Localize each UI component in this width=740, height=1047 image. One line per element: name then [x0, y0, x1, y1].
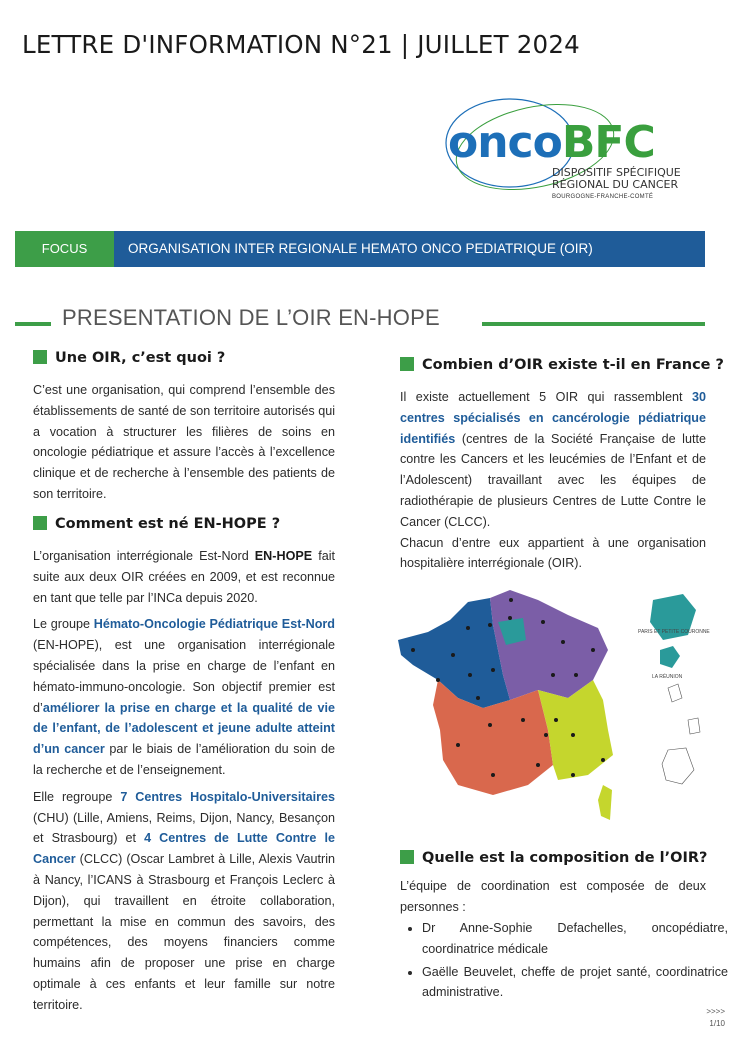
logo-wordmark: oncoBFC [448, 117, 655, 168]
focus-tag: FOCUS [15, 231, 114, 267]
logo-subtitle: DISPOSITIF SPÉCIFIQUE RÉGIONAL DU CANCER [552, 166, 681, 191]
coordination-team-list [400, 918, 728, 1005]
paragraph-how-many-oir: Il existe actuellement 5 OIR qui rassemblent 30 centres spécialisés en cancérologie pédiatrique identifiés (centres de la Société Française de lutte contre les Cancers et les leucémies de l’Enfant et de l’Adolescent) travaillant avec les équipes de radiothérapie de plusieurs Centres de Lutte Contre le Cancer (CLCC). Chacun d’entre eux appartient à une organisation hospitalière interrégionale (OIR). [400, 390, 706, 571]
green-square-icon [33, 516, 47, 530]
list-item: • Gaëlle Beuvelet, cheffe de projet santé, coordinatrice administrative. [422, 962, 728, 1004]
oncobfc-logo [440, 95, 710, 210]
paragraph-composition-intro: L’équipe de coordination est composée de deux personnes : [400, 879, 706, 914]
title-rule-left [15, 322, 51, 326]
inset-paris-label: PARIS ET PETITE COURONNE [638, 629, 710, 635]
heading-composition: Quelle est la composition de l’OIR? [400, 850, 707, 866]
green-square-icon [33, 350, 47, 364]
list-item: • Dr Anne-Sophie Defachelles, oncopédiatre, coordinatrice médicale [422, 918, 728, 960]
newsletter-title: LETTRE D'INFORMATION N°21 | JUILLET 2024 [22, 30, 580, 59]
page-indicator: >>>> 1/10 [706, 1007, 725, 1028]
title-rule-right [482, 322, 705, 326]
focus-text: ORGANISATION INTER REGIONALE HEMATO ONCO PEDIATRIQUE (OIR) [128, 241, 593, 256]
focus-banner [15, 231, 705, 267]
paragraph-how-born: L’organisation interrégionale Est-Nord EN-HOPE fait suite aux deux OIR créées en 2009, et est reconnue en tant que telle par l’INCa depuis 2020. Le groupe Hémato-Oncologie Pédiatrique Est-Nord (EN-HOPE), est une organisation interrégionale spécialisée dans la prise en charge de l’enfant en hémato-immuno-oncologie. Son objectif premier est d’améliorer la prise en charge et la qualité de vie de l’enfant, de l’adolescent et jeune adulte atteint d’un cancer par le biais de l’amélioration du soin de la recherche et de l’enseignement. Elle regroupe 7 Centres Hospitalo-Universitaires (CHU) (Lille, Amiens, Reims, Dijon, Nancy, Besançon et Strasbourg) et 4 Centres de Lutte Contre le Cancer (CLCC) (Oscar Lambret à Lille, Alexis Vautrin à Nancy, l’ICANS à Strasbourg et François Leclerc à Dijon), qui travaillent en étroite collaboration, permettant la mise en commun des savoirs, des compétences, des moyens financiers comme humains afin de proposer une prise en charge optimale à ces enfants et leur famille sur notre territoire. [33, 549, 335, 1012]
france-oir-map [398, 580, 718, 820]
inset-reunion-label: LA RÉUNION [652, 674, 683, 680]
heading-what-is-oir: Une OIR, c’est quoi ? [33, 350, 225, 366]
heading-how-many-oir: Combien d’OIR existe t-il en France ? [400, 357, 724, 373]
green-square-icon [400, 357, 414, 371]
heading-how-born: Comment est né EN-HOPE ? [33, 516, 280, 532]
logo-region: BOURGOGNE-FRANCHE-COMTÉ [552, 194, 654, 200]
green-square-icon [400, 850, 414, 864]
section-title: PRESENTATION DE L’OIR EN-HOPE [62, 305, 440, 330]
paragraph-what-is-oir: C’est une organisation, qui comprend l’ensemble des établissements de santé de son territoire autorisés qui a vocation à structurer les filières de soins en oncologie pédiatrique et assure l’accès à l’excellence clinique et de recherche à l’ensemble des patients de son territoire. [33, 383, 335, 501]
